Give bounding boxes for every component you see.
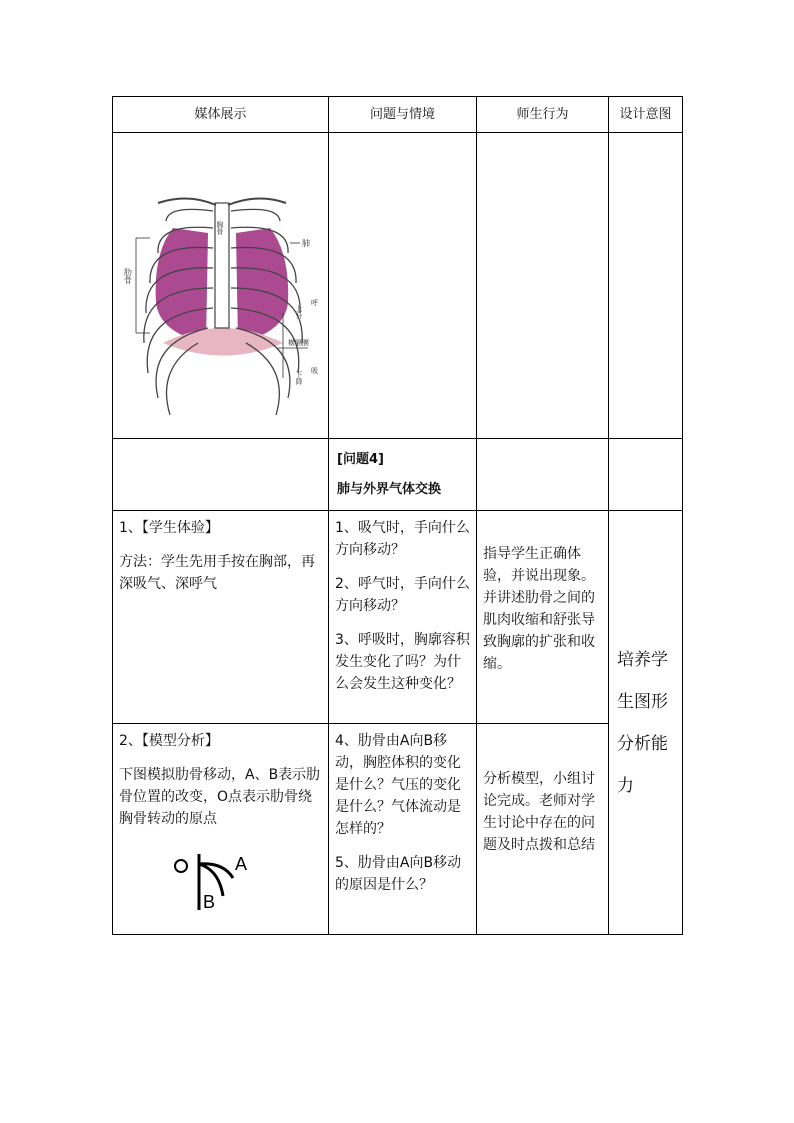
model-label-a: A [235, 854, 248, 874]
header-behavior: 师生行为 [477, 97, 609, 133]
activity1-title: 1、【学生体验】 [119, 520, 219, 536]
label-inhale: 吸 [311, 367, 318, 375]
question-1: 1、吸气时，手向什么方向移动？ [335, 520, 470, 558]
question-5: 5、肋骨由A向B移动的原因是什么？ [335, 855, 462, 893]
question-3: 3、呼吸时，胸廓容积发生变化了吗？为什么会发生这种变化？ [335, 632, 470, 692]
activity1-behavior: 指导学生正确体验，并说出现象。并讲述肋骨之间的肌肉收缩和舒张导致胸廓的扩张和收缩。 [483, 546, 595, 672]
label-exhale: 呼 [311, 299, 318, 307]
model-label-o: O [172, 872, 173, 873]
figure-row-question-cell [329, 133, 477, 439]
design-intent-cell [609, 511, 683, 935]
activity1-behavior-cell [477, 511, 609, 724]
activity1-row [113, 511, 683, 724]
figure-row [113, 133, 683, 439]
label-rib: 肋骨 [123, 268, 133, 284]
design-intent: 培养学生图形分析能力 [617, 649, 668, 796]
figure-row-behavior-cell [477, 133, 609, 439]
label-rise: 上升 [295, 305, 303, 319]
header-question: 问题与情境 [329, 97, 477, 133]
activity2-questions-cell [329, 724, 477, 935]
rib-model-diagram [173, 848, 273, 912]
activity2-behavior-cell [477, 724, 609, 935]
activity1-questions-cell [329, 511, 477, 724]
ribcage-illustration [123, 193, 328, 423]
ribcage-figure-cell [113, 133, 329, 439]
question-2: 2、呼气时，手向什么方向移动？ [335, 576, 470, 614]
activity1-media-cell [113, 511, 329, 724]
activity2-media-cell [113, 724, 329, 935]
activity2-title: 2、【模型分析】 [119, 733, 219, 749]
question-header-row [113, 439, 683, 511]
model-label-b: B [203, 892, 216, 912]
question-heading-cell [329, 439, 477, 511]
label-sternum: 胸骨 [216, 221, 224, 235]
activity2-behavior: 分析模型，小组讨论完成。老师对学生讨论中存在的问题及时点拨和总结 [483, 771, 595, 853]
activity2-row [113, 724, 683, 935]
header-row [113, 97, 683, 133]
activity1-method: 方法：学生先用手按在胸部，再深吸气、深呼气 [119, 554, 315, 592]
label-descend: 下降 [295, 371, 303, 385]
label-lung: 肺 [302, 239, 310, 248]
header-media: 媒体展示 [113, 97, 329, 133]
activity2-description: 下图模拟肋骨移动，A、B表示肋骨位置的改变，O点表示肋骨绕胸骨转动的原点 [119, 767, 321, 827]
question-number: [问题4] [337, 452, 384, 467]
header-intent: 设计意图 [609, 97, 683, 133]
question-4: 4、肋骨由A向B移动，胸腔体积的变化是什么？气压的变化是什么？气体流动是怎样的？ [335, 733, 461, 837]
lesson-table [112, 96, 683, 935]
figure-row-intent-cell [609, 133, 683, 439]
label-diaphragm: 横膈膜 [288, 339, 309, 347]
question-title: 肺与外界气体交换 [337, 482, 442, 497]
